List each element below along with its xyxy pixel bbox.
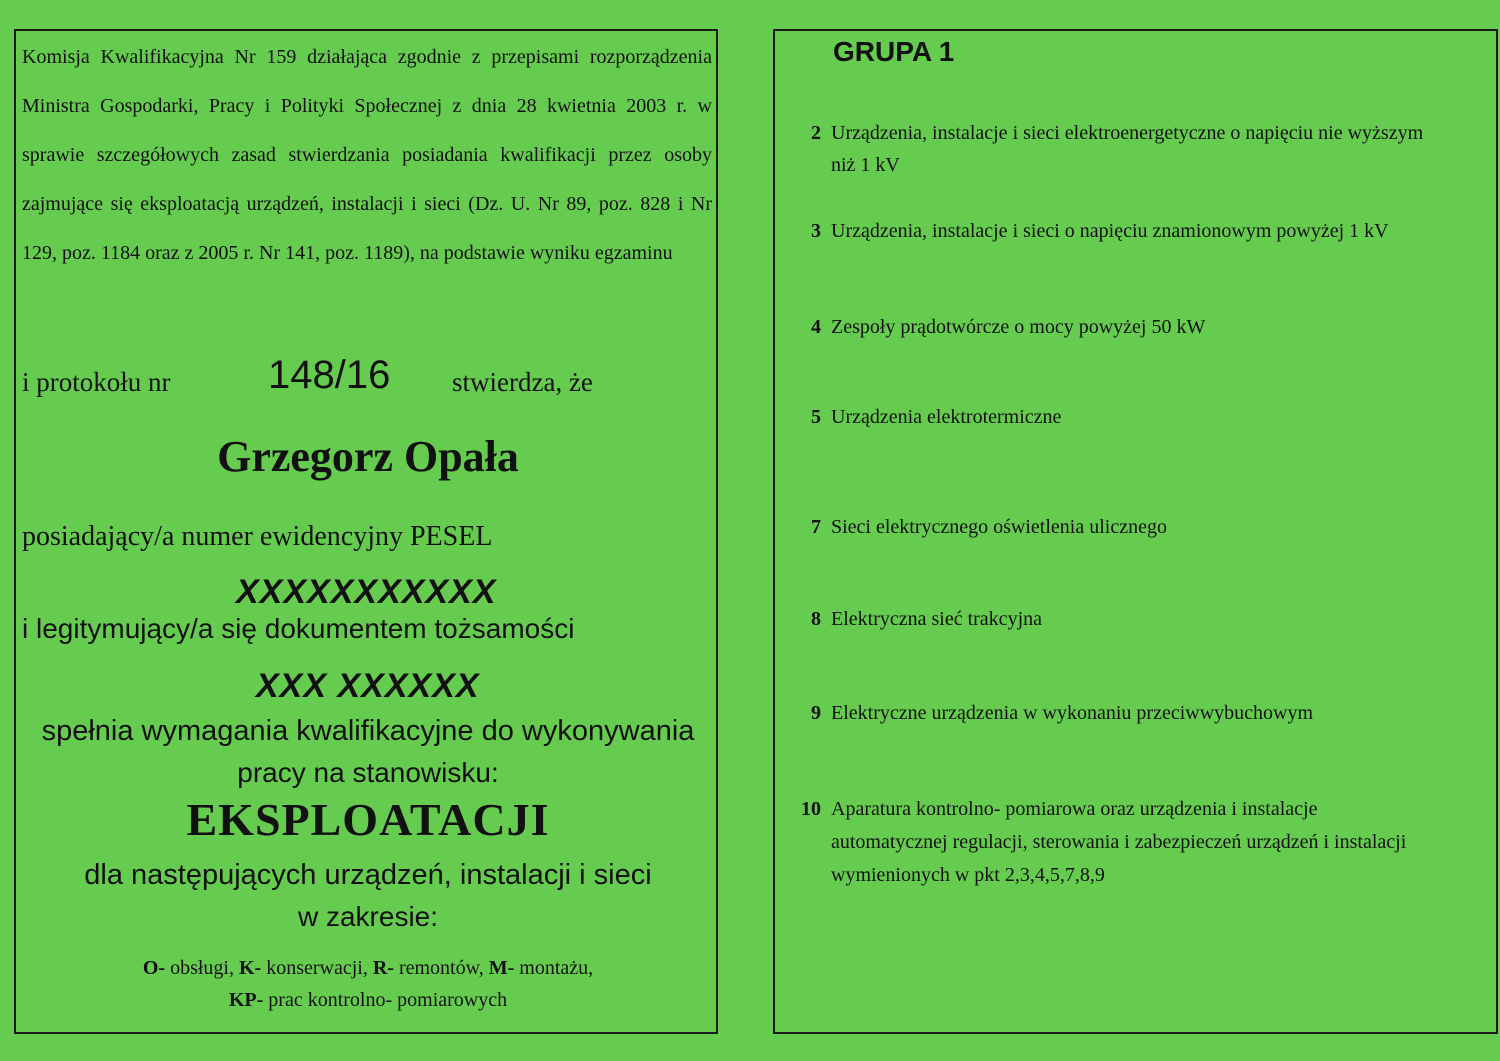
protocol-number: 148/16 [268, 353, 391, 397]
item-number: 2 [811, 122, 821, 144]
item-text: Zespoły prądotwórcze o mocy powyżej 50 kW [831, 316, 1206, 338]
protocol-label: i protokołu nr [22, 367, 171, 397]
legend-desc: montażu, [514, 957, 594, 979]
certificate-right-panel [773, 29, 1498, 1034]
requirements-line-1: spełnia wymagania kwalifikacyjne do wykonywania [41, 715, 695, 747]
item-number: 8 [811, 608, 821, 630]
item-number: 5 [811, 406, 821, 428]
legend-code: R- [372, 957, 394, 979]
item-text: Elektryczne urządzenia w wykonaniu przeciwwybuchowym [831, 702, 1314, 724]
item-text: Urządzenia, instalacje i sieci elektroenergetyczne o napięciu nie wyższym niż 1 kV [831, 122, 1424, 176]
pesel-value: XXXXXXXXXXX [236, 573, 497, 611]
scope-line-2: w zakresie: [297, 901, 439, 932]
item-number: 7 [811, 516, 821, 538]
item-number: 4 [811, 316, 821, 338]
group-title: GRUPA 1 [833, 36, 955, 67]
pesel-label: posiadający/a numer ewidencyjny PESEL [22, 521, 493, 552]
holder-name: Grzegorz Opała [217, 432, 519, 481]
scope-line-1: dla następujących urządzeń, instalacji i sieci [84, 859, 652, 891]
scope-legend-line-2 [16, 989, 720, 1012]
legend-desc: prac kontrolno- pomiarowych [263, 989, 508, 1011]
position-title: EKSPLOATACJI [186, 794, 550, 845]
protocol-suffix: stwierdza, że [452, 367, 593, 397]
item-number: 3 [811, 220, 821, 242]
item-number: 9 [811, 702, 821, 724]
item-text: Urządzenia, instalacje i sieci o napięciu znamionowym powyżej 1 kV [831, 220, 1389, 242]
legend-code: KP- [228, 989, 264, 1011]
id-document-value: XXX XXXXXX [256, 667, 480, 705]
protocol-row [22, 353, 712, 409]
legend-desc: remontów, [393, 957, 489, 979]
legend-code: O- [142, 957, 166, 979]
item-text: Elektryczna sieć trakcyjna [831, 608, 1042, 630]
id-document-label: i legitymujący/a się dokumentem tożsamości [22, 613, 575, 644]
legal-basis-text: Komisja Kwalifikacyjna Nr 159 działająca zgodnie z przepisami rozporządzenia Ministra Gospodarki, Pracy i Polityki Społecznej z dnia 28 kwietnia 2003 r. w sprawie szczegółowych zasad stwierdzania posiadania kwalifikacji przez osoby zajmujące się eksploatacją urządzeń, instalacji i sieci (Dz. U. Nr 89, poz. 828 i Nr 129, poz. 1184 oraz z 2005 r. Nr 141, poz. 1189), na podstawie wyniku egzaminu [22, 46, 712, 264]
certificate-left-panel [14, 29, 718, 1034]
legend-desc: obsługi, [165, 957, 239, 979]
item-number: 10 [801, 798, 821, 820]
requirements-line-2: pracy na stanowisku: [237, 757, 499, 788]
legend-code: M- [488, 957, 515, 979]
legend-desc: konserwacji, [261, 957, 373, 979]
item-text: Aparatura kontrolno- pomiarowa oraz urządzenia i instalacje automatycznej regulacji, sterowania i zabezpieczeń urządzeń i instalacji wymienionych w pkt 2,3,4,5,7,8,9 [831, 798, 1407, 886]
scope-legend-line-1 [16, 957, 720, 980]
legend-code: K- [238, 957, 262, 979]
item-text: Sieci elektrycznego oświetlenia ulicznego [831, 516, 1167, 538]
item-text: Urządzenia elektrotermiczne [831, 406, 1062, 428]
